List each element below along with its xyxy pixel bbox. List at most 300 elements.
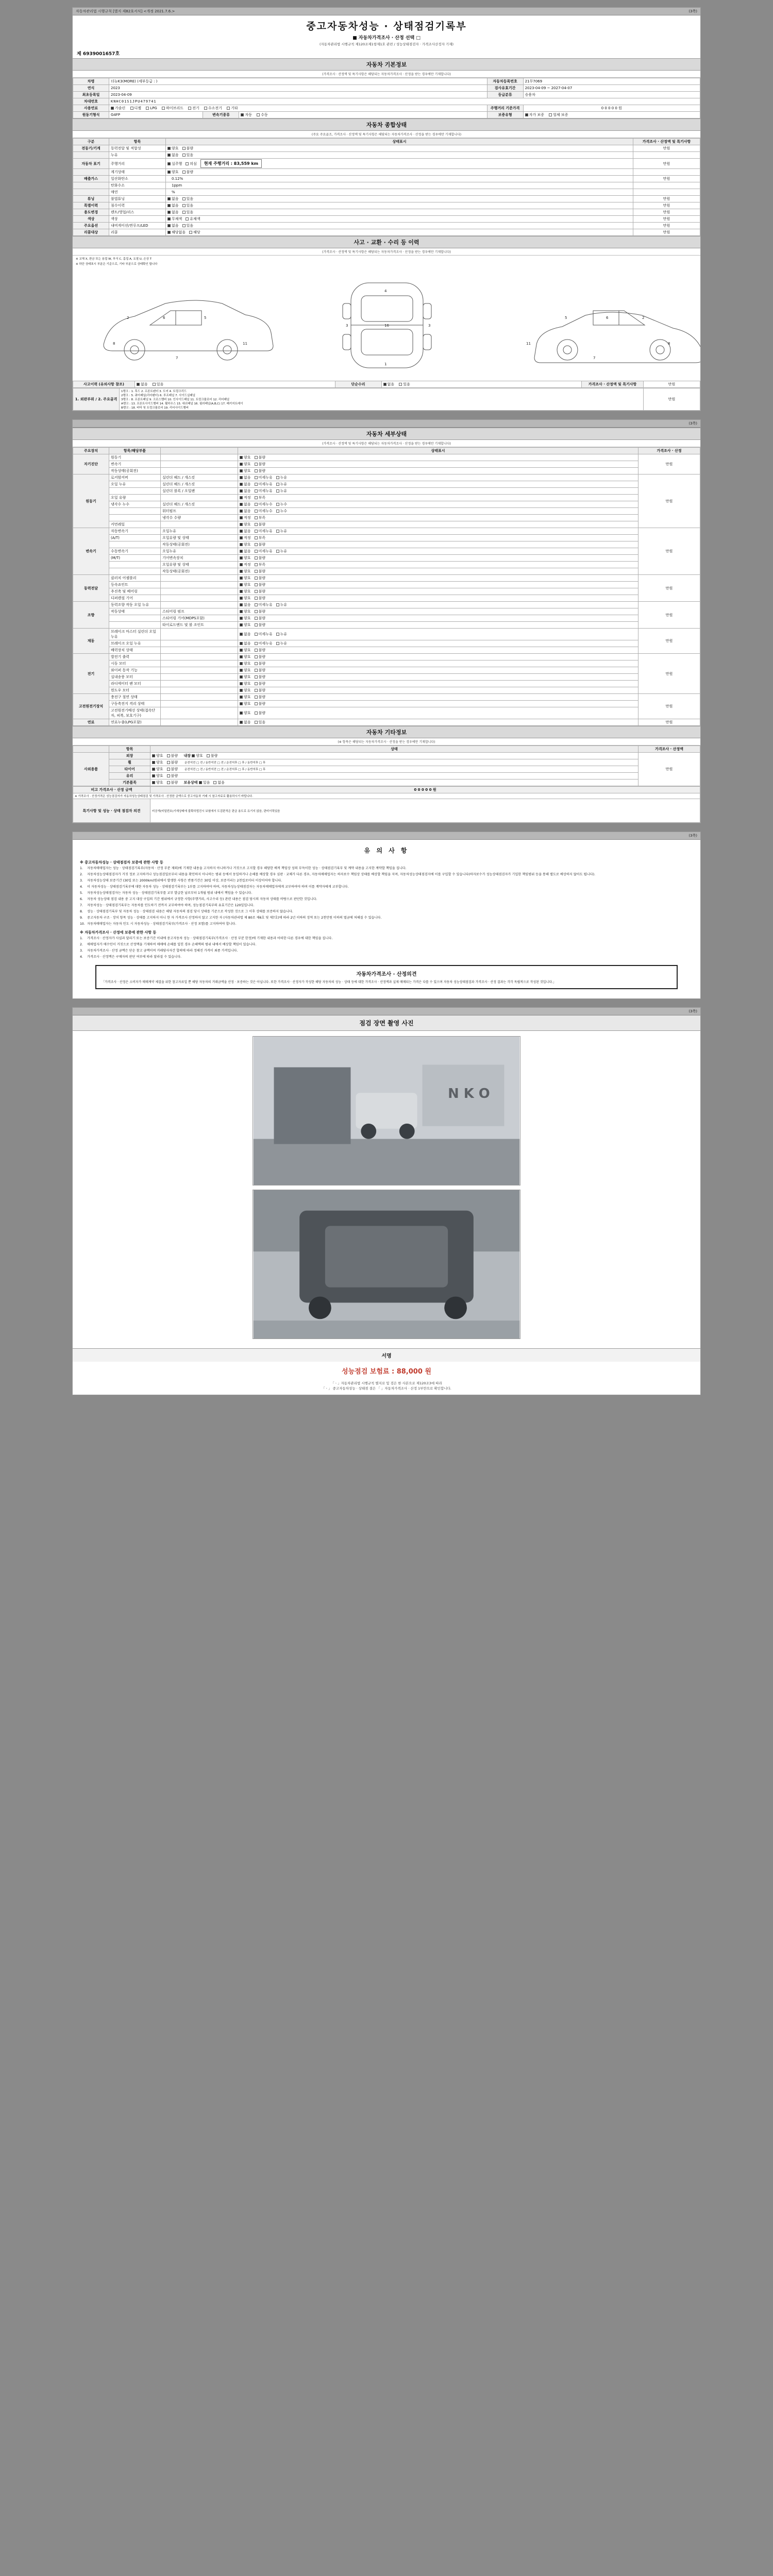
table-row [73,454,700,461]
accident-option-yes[interactable]: 있음 [153,382,164,387]
other-state[interactable]: 양호 불량 보유상태 있음 없음 [150,779,638,786]
detail-0-2-option-0[interactable]: 양호 [240,468,251,473]
detail-1-1-option-1[interactable]: 미세누유 [255,482,273,487]
overall-cat: 용도변경 [73,209,109,216]
detail-6-5-option-0[interactable]: 양호 [240,688,251,693]
warranty-option-self[interactable]: 자가 보증 [525,112,544,117]
detail-state[interactable] [238,588,638,595]
detail-4-0-option-2[interactable]: 누유 [276,602,288,607]
detail-state[interactable] [238,622,638,629]
overall-8-option-1[interactable]: 있음 [182,203,194,208]
detail-item: 충전구 절연 상태 [109,694,161,701]
detail-8-0-option-1[interactable]: 있음 [255,720,266,725]
detail-2-5-option-0[interactable]: 적정 [240,562,251,567]
detail-3-2-option-0[interactable]: 양호 [240,589,251,594]
detail-4-0-option-0[interactable]: 없음 [240,602,251,607]
table-row [73,719,700,726]
accident-legend-2: ※ 하단 상태표시 부분은 기준으로, 기타 부분으로 상태확인 합니다 [76,263,158,266]
table-row [73,541,700,548]
fuel-option-lpg[interactable]: LPG [146,106,157,110]
detail-1-5-option-1[interactable]: 미세누수 [255,509,273,514]
detail-4-3-option-0[interactable]: 양호 [240,622,251,628]
overall-12-option-0[interactable]: 해당없음 [167,230,186,235]
overall-state[interactable] [166,229,633,236]
car-damage-diagram [73,267,700,381]
label-vin: 차대번호 [73,98,109,105]
overall-7-option-1[interactable]: 있음 [182,196,194,201]
fuel-option-diesel[interactable]: 디젤 [130,106,142,111]
other-state[interactable]: 양호 불량 내장 양호 불량 [150,753,638,759]
overall-11-option-1[interactable]: 있음 [182,223,194,228]
detail-state[interactable] [238,654,638,660]
overall-7-option-0[interactable]: 없음 [167,196,179,201]
other-3-option-0[interactable]: 양호 [152,773,163,778]
detail-item: 브레이크 마스터 실린더 오일 누유 [109,629,161,640]
accident-history-options[interactable] [135,381,335,388]
detail-1-5-option-0[interactable]: 없음 [240,509,251,514]
notice-number: 10. [80,922,85,926]
table-row [73,152,700,159]
overall-state[interactable] [166,196,633,202]
detail-state[interactable] [238,515,638,521]
detail-item [109,541,161,548]
fuel-option-gasoline[interactable]: 가솔린 [111,106,125,111]
detail-state[interactable] [238,681,638,687]
detail-4-0-option-1[interactable]: 미세누유 [255,602,273,607]
fuel-option-other[interactable]: 기타 [227,106,238,111]
other-header-state: 상태 [150,746,638,753]
notice-text: 중고자동차 구조 · 장치 항목 성능 · 상태를 고지하지 아니 한 자 가격조사 산정하지 않고 고지한 자 (자동차관리법 제 80조 제6호 및 제7호)에 따라 2년 이하의 징역 또는 2천만원 이하의 벌금에 처해질 수 있습니다. [87,916,382,920]
notice-text: 자동차성능상태 보증기간 (30일 또는 2000km)범위에서 발생한 사항은 반품기간은 30일 이상, 보증거리는 2천킬로미터 이상이어야 합니다. [87,878,282,883]
transmission-options[interactable] [239,112,487,118]
detail-6-0-option-1[interactable]: 불량 [255,654,266,659]
table-row [73,575,700,582]
detail-3-2-option-1[interactable]: 불량 [255,589,266,594]
table-row [73,229,700,236]
detail-1-7-option-0[interactable]: 양호 [240,522,251,527]
detail-subitem: 오일유량 및 상태 [161,535,238,541]
detail-1-3-option-0[interactable]: 적정 [240,495,251,500]
detail-2-1-option-0[interactable]: 적정 [240,535,251,540]
detail-0-2-option-1[interactable]: 불량 [255,468,266,473]
detail-5-0-option-2[interactable]: 누유 [276,632,288,637]
detail-1-3-option-1[interactable]: 부족 [255,495,266,500]
detail-6-4-option-0[interactable]: 양호 [240,681,251,686]
other-2-option-0[interactable]: 양호 [152,767,163,772]
detail-5-2-option-1[interactable]: 불량 [255,648,266,653]
other-state[interactable]: 양호 불량 운전석전 □ 전 / 동반석전 □ 전 / 운전석후 □ 후 / 동반석후 □ 후 [150,766,638,773]
detail-7-0-option-1[interactable]: 불량 [255,694,266,700]
notice-number: 2. [80,872,83,876]
table-row [73,701,700,707]
rank-3: 3랭크 : 8. 프론트패널 9. 크로스멤버 10. 인사이드패널 11. 트렁크플로어 12. 리어패널 [121,398,230,401]
detail-2-6-option-0[interactable]: 양호 [240,569,251,574]
mileage-value-box: 현재 주행거리 : 83,559 km [200,159,262,168]
detail-0-0-option-0[interactable]: 양호 [240,455,251,460]
detail-state[interactable] [238,488,638,495]
detail-3-0-option-0[interactable]: 양호 [240,575,251,581]
overall-3-option-0[interactable]: 양호 [167,170,179,175]
detail-1-0-option-0[interactable]: 없음 [240,475,251,480]
table-row [73,468,700,474]
detail-item: 작동상태 [109,608,161,615]
overall-cat: 주요옵션 [73,223,109,229]
detail-2-0-option-2[interactable]: 누유 [276,529,288,534]
overall-cat [73,182,109,189]
detail-state[interactable] [238,595,638,602]
detail-6-3-option-0[interactable]: 양호 [240,674,251,680]
detail-3-1-option-0[interactable]: 양호 [240,582,251,587]
overall-state[interactable] [166,223,633,229]
detail-subitem [161,575,238,582]
other2-4-option-0[interactable]: 있음 [199,780,210,785]
svg-text:3: 3 [346,324,348,328]
detail-state[interactable] [238,508,638,515]
detail-2-3-option-1[interactable]: 미세누유 [255,549,273,554]
overall-state[interactable] [166,169,633,176]
detail-subitem: 실린더 헤드 / 개스킷 [161,481,238,488]
detail-5-0-option-0[interactable]: 없음 [240,632,251,637]
overall-note: 만원 [633,223,700,229]
simple-option-yes[interactable]: 있음 [399,382,410,387]
detail-2-2-option-0[interactable]: 양호 [240,542,251,547]
other-state[interactable] [150,773,638,779]
detail-2-2-option-1[interactable]: 불량 [255,542,266,547]
overall-9-option-0[interactable]: 없음 [167,210,179,215]
detail-note: 만원 [638,719,700,726]
topbar-2-right: (3쪽) [688,421,697,426]
notice-item [80,879,693,884]
table-row [73,488,700,495]
other-4-option-0[interactable]: 양호 [152,780,163,785]
detail-5-1-option-1[interactable]: 미세누유 [255,641,273,646]
other-0-option-0[interactable]: 양호 [152,753,163,758]
overall-state[interactable]: % [166,189,633,196]
overall-0-option-0[interactable]: 양호 [167,146,179,151]
detail-1-2-option-0[interactable]: 없음 [240,488,251,494]
detail-7-2-option-1[interactable]: 불량 [255,710,266,716]
other-2-option-1[interactable]: 불량 [167,767,178,772]
overall-2-option-0[interactable]: 실주행 [167,161,182,166]
value-special-note: 비공개(비밀번호)기재상태에 불확히법진시 보험에서 도검판적은 판금 용도로 유기지 않음, 판비이력있음 [150,799,700,823]
other2-0-option-1[interactable]: 불량 [207,753,218,758]
detail-item: 작동상태(공회전) [109,468,161,474]
detail-group-label: 연료 [73,719,109,726]
detail-1-4-option-1[interactable]: 미세누수 [255,502,273,507]
transmission-option-manual[interactable]: 수동 [257,112,268,117]
detail-item: 냉각수 누수 [109,501,161,508]
detail-4-2-option-1[interactable]: 불량 [255,616,266,621]
overall-state[interactable] [166,209,633,216]
detail-state[interactable] [238,615,638,622]
other-0-option-1[interactable]: 불량 [167,753,178,758]
overall-9-option-1[interactable]: 있음 [182,210,194,215]
fuel-option-hybrid[interactable]: 하이브리드 [162,106,183,111]
detail-0-1-option-0[interactable]: 양호 [240,462,251,467]
detail-state[interactable] [238,719,638,726]
detail-note: 만원 [638,602,700,629]
detail-0-1-option-1[interactable]: 불량 [255,462,266,467]
detail-5-0-option-1[interactable]: 미세누유 [255,632,273,637]
detail-1-7-option-1[interactable]: 불량 [255,522,266,527]
detail-3-0-option-1[interactable]: 불량 [255,575,266,581]
fee-note: ※ 가격조사 · 산정가격은 성능점검자가 자동차성능상태점검 및 가격조사 · 산정한 금액으로 중고자동차 거래 시 참고자료로 활용하시기 바랍니다. [73,793,700,799]
detail-6-1-option-0[interactable]: 양호 [240,661,251,666]
overall-2-option-1[interactable]: 의심 [186,161,197,166]
detail-6-5-option-1[interactable]: 불량 [255,688,266,693]
overall-state[interactable] [166,145,633,152]
detail-state[interactable] [238,674,638,681]
detail-1-2-option-1[interactable]: 미세누유 [255,488,273,494]
overall-state[interactable] [166,216,633,223]
table-row [73,660,700,667]
other-1-option-0[interactable]: 양호 [152,760,163,765]
table-row [73,654,700,660]
detail-8-0-option-0[interactable]: 없음 [240,720,251,725]
value-first-reg: 2023-04-09 [109,92,488,98]
detail-state[interactable] [238,608,638,615]
detail-3-3-option-1[interactable]: 불량 [255,596,266,601]
other-1-option-1[interactable]: 불량 [167,760,178,765]
value-car-name: 더뉴K3(MORE) (세부등급 : ) [109,78,488,85]
label-simple-repair: 단순수리 [335,381,381,388]
sheet-page-4 [72,1007,701,1395]
detail-state[interactable] [238,602,638,608]
detail-item [109,508,161,515]
overall-state[interactable]: 0.12% [166,176,633,182]
overall-12-option-1[interactable]: 해당 [189,230,200,235]
overall-3-option-1[interactable]: 불량 [182,170,194,175]
declaration-box [95,965,678,989]
detail-1-4-option-0[interactable]: 없음 [240,502,251,507]
detail-state[interactable] [238,468,638,474]
fuel-option-hydrogen[interactable]: 수소전기 [204,106,222,111]
detail-state[interactable] [238,562,638,568]
detail-1-1-option-2[interactable]: 누유 [276,482,288,487]
detail-state[interactable] [238,568,638,575]
detail-5-2-option-0[interactable]: 양호 [240,648,251,653]
overall-11-option-0[interactable]: 없음 [167,223,179,228]
overall-10-option-0[interactable]: 무채색 [167,216,182,222]
detail-6-4-option-1[interactable]: 불량 [255,681,266,686]
detail-6-2-option-1[interactable]: 불량 [255,668,266,673]
detail-2-6-option-1[interactable]: 불량 [255,569,266,574]
detail-state[interactable] [238,575,638,582]
svg-text:1: 1 [384,362,387,366]
overall-1-option-1[interactable]: 있음 [182,152,194,158]
detail-1-0-option-1[interactable]: 미세누유 [255,475,273,480]
detail-state[interactable] [238,647,638,654]
section-band-other: 자동차 기타정보 [73,726,700,738]
detail-2-3-option-2[interactable]: 누유 [276,549,288,554]
overall-0-option-1[interactable]: 불량 [182,146,194,151]
detail-5-1-option-0[interactable]: 없음 [240,641,251,646]
overall-state[interactable] [166,152,633,159]
detail-state[interactable] [238,629,638,640]
overall-header-item: 항목 [109,139,166,145]
detail-state[interactable] [238,555,638,562]
table-row [73,474,700,481]
other-3-option-1[interactable]: 불량 [167,773,178,778]
label-car-name: 차명 [73,78,109,85]
detail-1-1-option-0[interactable]: 없음 [240,482,251,487]
transmission-option-auto[interactable]: 자동 [241,112,252,117]
detail-7-1-option-0[interactable]: 양호 [240,701,251,706]
overall-note [633,189,700,196]
detail-4-2-option-0[interactable]: 양호 [240,616,251,621]
document-number: 제 6939001657호 [77,52,120,57]
overall-1-option-0[interactable]: 없음 [167,152,179,158]
detail-state[interactable] [238,687,638,694]
detail-state[interactable] [238,660,638,667]
detail-2-5-option-1[interactable]: 부족 [255,562,266,567]
overall-10-option-1[interactable]: 유채색 [186,216,200,222]
fuel-option-electric[interactable]: 전기 [188,106,199,111]
fee-summary-table [73,786,700,823]
other-header-price: 가격조사 · 산정액 [638,746,700,753]
table-row [73,707,700,719]
detail-state[interactable] [238,474,638,481]
other2-4-option-1[interactable]: 없음 [213,780,225,785]
detail-state[interactable] [238,541,638,548]
label-special-note: 특기사항 및 성능 · 상태 점검자 의견 [73,799,150,823]
detail-state[interactable] [238,582,638,588]
detail-subitem [161,461,238,468]
detail-1-2-option-2[interactable]: 누유 [276,488,288,494]
other-item: 기본품목 [109,779,150,786]
topbar [73,8,700,15]
detail-4-1-option-1[interactable]: 불량 [255,609,266,614]
value-grade: 승용차 [523,92,700,98]
table-row [73,582,700,588]
detail-6-0-option-0[interactable]: 양호 [240,654,251,659]
detail-1-5-option-2[interactable]: 누수 [276,509,288,514]
notice-item [80,891,693,896]
detail-state[interactable] [238,535,638,541]
table-row [73,145,700,152]
detail-6-2-option-0[interactable]: 양호 [240,668,251,673]
notice-text: 자동차매매업자는 성능 · 상태점검기록부(자동차 · 산정 부분 제외)에 기재한 내용을 고지하지 아니하거나 거짓으로 고지할 경우 해당한 배적 책임상 성의 부득이한 성능 · 상태점검기록부 및 계약 내용을 고지한 계약할 책임을 집니다. [87,867,407,870]
detail-state[interactable] [238,481,638,488]
table-row [73,759,700,766]
other2-0-option-0[interactable]: 양호 [192,753,203,758]
detail-7-1-option-1[interactable]: 불량 [255,701,266,706]
value-mileage-price: 0 0 0 0 0 원 [523,105,700,112]
overall-state[interactable]: 1ppm [166,182,633,189]
detail-4-1-option-0[interactable]: 양호 [240,609,251,614]
detail-subitem: 스티어링 기어(MDPS포함) [161,615,238,622]
detail-item: 시동 모터 [109,660,161,667]
detail-1-6-option-1[interactable]: 부족 [255,515,266,520]
svg-text:N K O: N K O [448,1086,490,1101]
detail-state[interactable] [238,501,638,508]
detail-state[interactable] [238,701,638,707]
label-first-reg: 최초등록일 [73,92,109,98]
fuel-options[interactable] [109,105,488,112]
detail-2-1-option-1[interactable]: 부족 [255,535,266,540]
detail-2-4-option-0[interactable]: 양호 [240,555,251,561]
detail-1-6-option-0[interactable]: 적정 [240,515,251,520]
detail-item: 동력조향 작동 오일 누유 [109,602,161,608]
detail-state[interactable] [238,521,638,528]
detail-3-1-option-1[interactable]: 불량 [255,582,266,587]
overall-item: 리콜 [109,229,166,236]
detail-state[interactable] [238,528,638,535]
detail-2-0-option-0[interactable]: 없음 [240,529,251,534]
detail-item: 추진축 및 베어링 [109,588,161,595]
detail-0-0-option-1[interactable]: 불량 [255,455,266,460]
overall-8-option-0[interactable]: 없음 [167,203,179,208]
detail-6-3-option-1[interactable]: 불량 [255,674,266,680]
notice-item [80,955,693,960]
section-note-accident: (가격조사 · 산정액 및 특기사항은 해당되는 자동차가격조사 · 산정을 받는 경우에만 기재합니다) [73,248,700,256]
notice-number: 1. [80,867,83,870]
detail-item: 윈도우 모터 [109,687,161,694]
detail-subitem: 작동상태(공회전) [161,568,238,575]
detail-2-0-option-1[interactable]: 미세누유 [255,529,273,534]
detail-1-4-option-2[interactable]: 누수 [276,502,288,507]
detail-7-2-option-0[interactable]: 양호 [240,710,251,716]
warranty-options[interactable] [523,112,700,118]
overall-item: 색상 [109,216,166,223]
overall-note [633,182,700,189]
detail-state[interactable] [238,640,638,647]
detail-state[interactable] [238,548,638,555]
detail-item: 자동변속기 [109,528,161,535]
detail-5-1-option-2[interactable]: 누유 [276,641,288,646]
simple-repair-options[interactable] [381,381,582,388]
detail-state[interactable] [238,694,638,701]
detail-item [109,622,161,629]
overall-note: 만원 [633,202,700,209]
detail-7-0-option-0[interactable]: 양호 [240,694,251,700]
simple-option-none[interactable]: 없음 [383,382,395,387]
detail-state[interactable] [238,667,638,674]
overall-state[interactable] [166,159,633,169]
accident-option-none[interactable]: 없음 [137,382,148,387]
overall-state[interactable] [166,202,633,209]
detail-2-4-option-1[interactable]: 불량 [255,555,266,561]
notice-item [80,949,693,954]
detail-state[interactable] [238,707,638,719]
detail-state[interactable] [238,495,638,501]
table-row [73,169,700,176]
table-row [73,176,700,182]
detail-1-0-option-2[interactable]: 누유 [276,475,288,480]
detail-2-3-option-0[interactable]: 없음 [240,549,251,554]
other-4-option-1[interactable]: 불량 [167,780,178,785]
other-price: 만원 [638,753,700,786]
detail-subitem: 오일유량 및 상태 [161,562,238,568]
value-model-year: 2023 [109,85,488,92]
detail-note: 만원 [638,654,700,694]
warranty-option-company[interactable]: 업체 보증 [549,112,568,117]
detail-state[interactable] [238,461,638,468]
overall-cat: 특별이력 [73,202,109,209]
other-state[interactable]: 양호 불량 운전석전 □ 전 / 동반석전 □ 전 / 운전석후 □ 후 / 동반석후 □ 후 [150,759,638,766]
detail-subitem: 타이로드엔드 및 볼 조인트 [161,622,238,629]
detail-3-3-option-0[interactable]: 양호 [240,596,251,601]
detail-4-3-option-1[interactable]: 불량 [255,622,266,628]
overall-cat: 배출가스 [73,176,109,182]
label-model-year: 연식 [73,85,109,92]
table-row [73,588,700,595]
detail-state[interactable] [238,454,638,461]
notice-number: 2. [80,942,83,946]
detail-6-1-option-1[interactable]: 불량 [255,661,266,666]
overall-cat [73,152,109,159]
overall-header-state: 상태표시 [166,139,633,145]
